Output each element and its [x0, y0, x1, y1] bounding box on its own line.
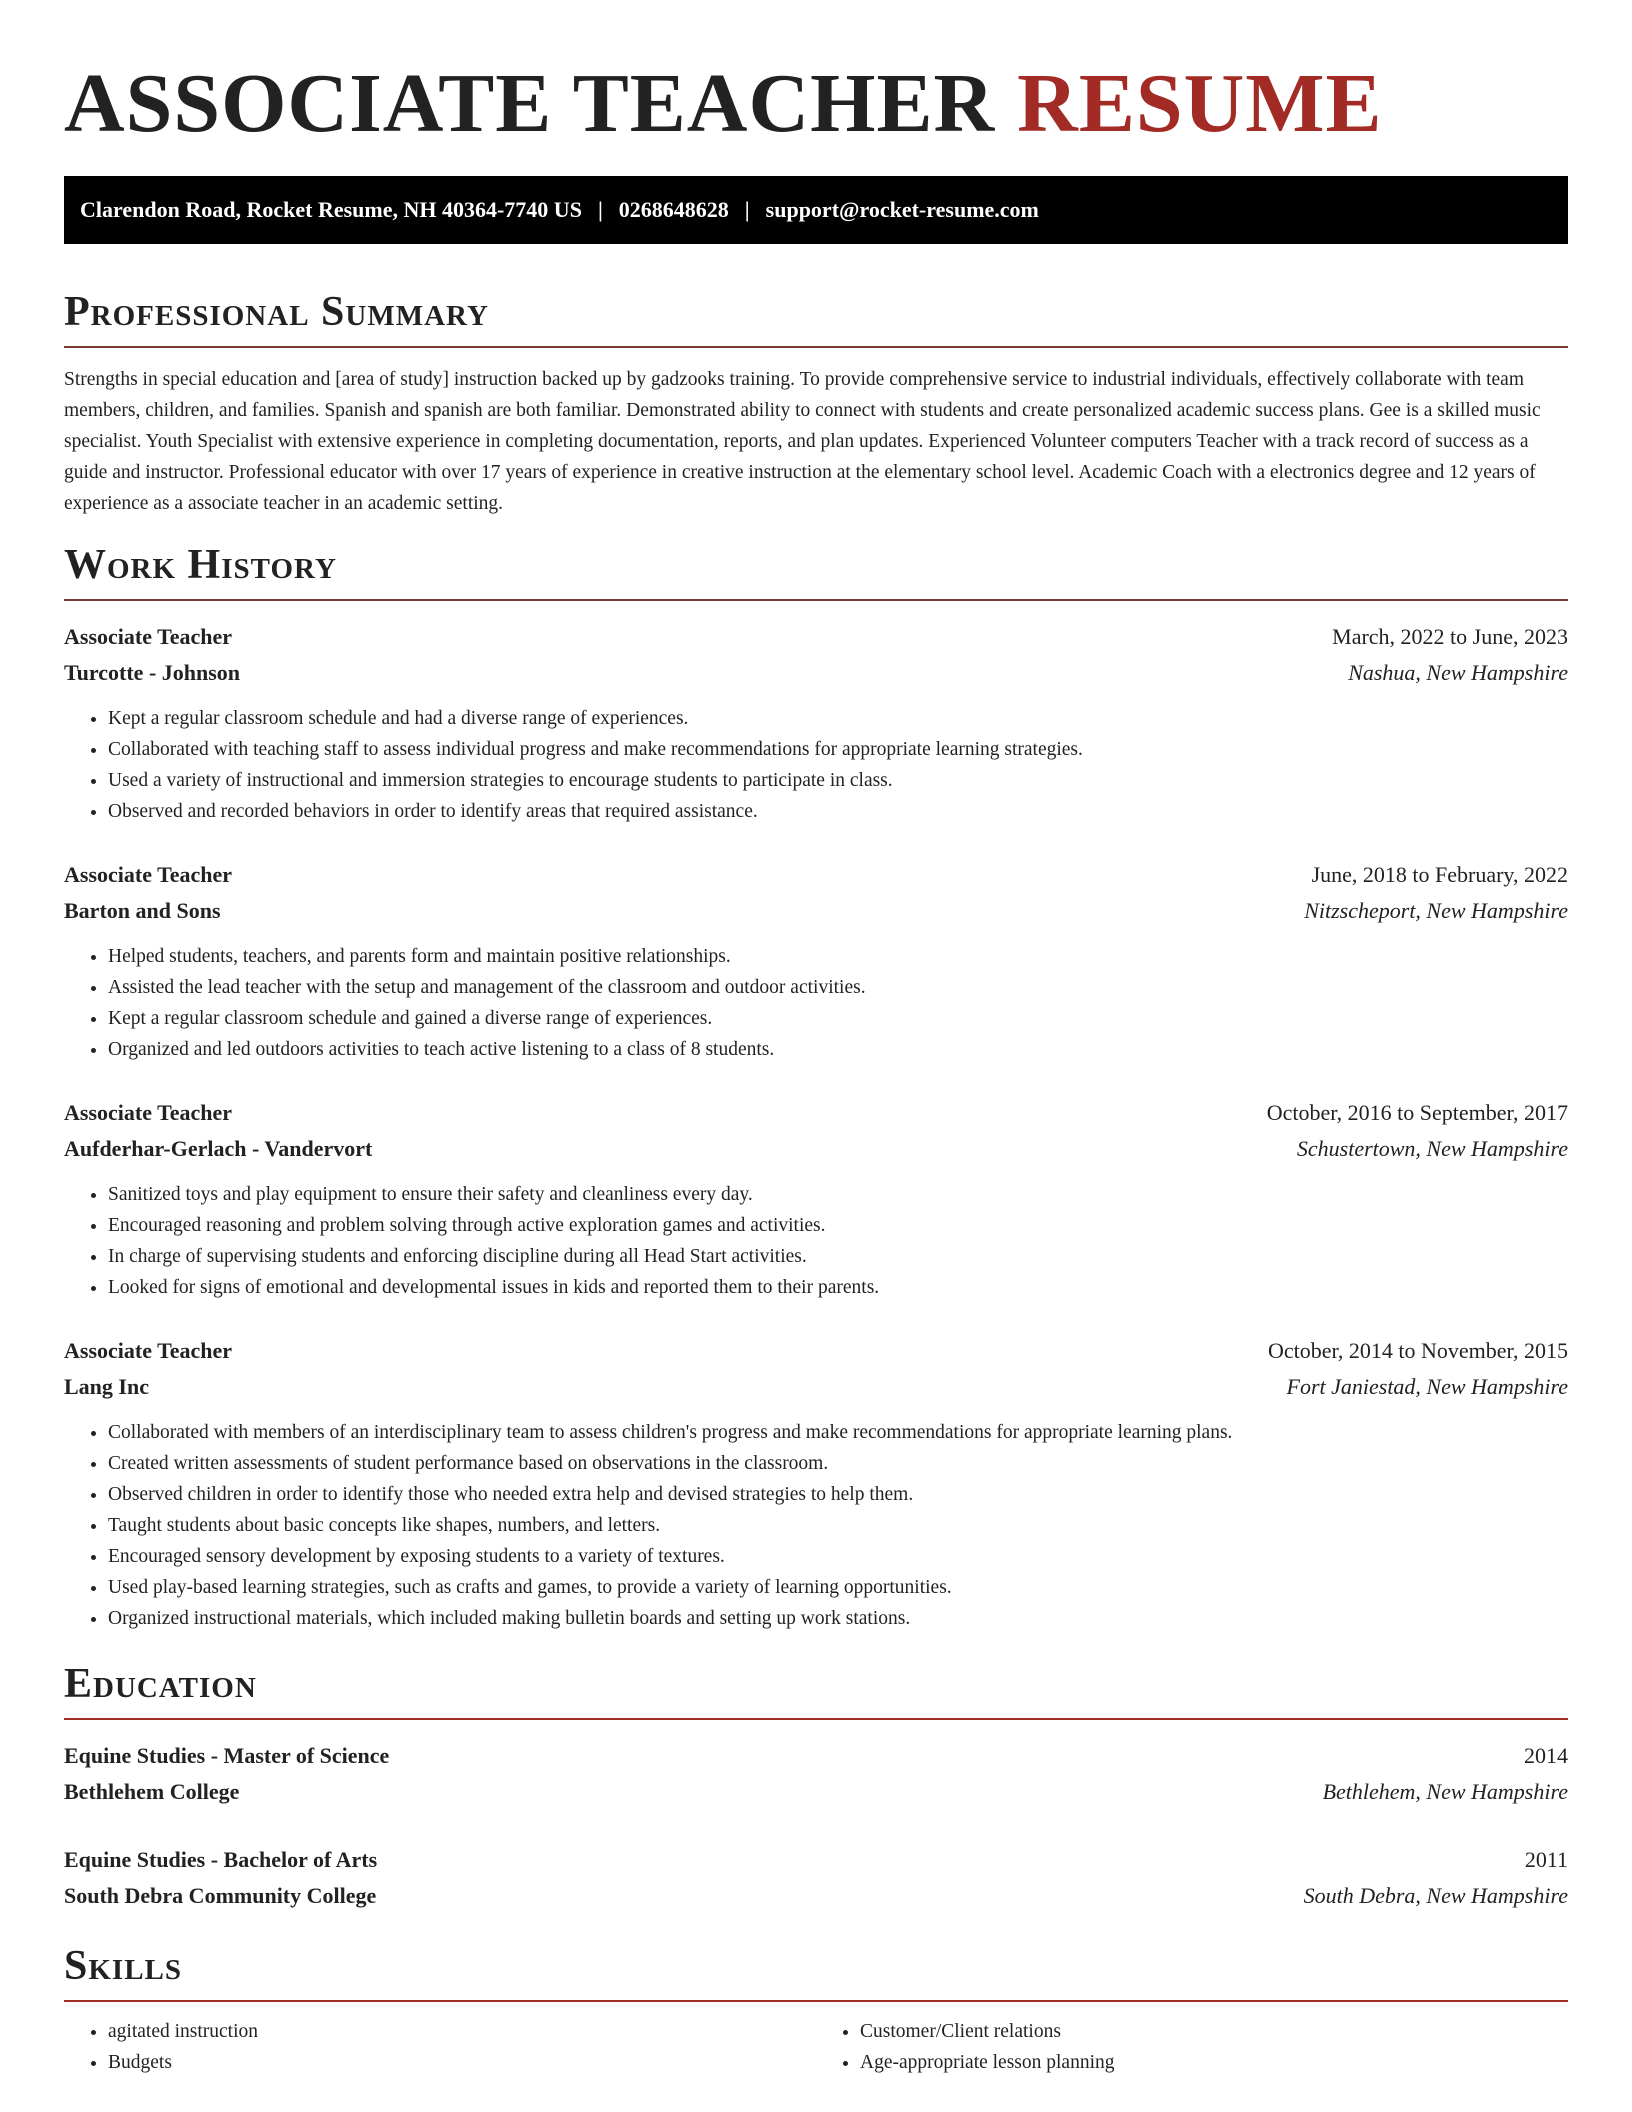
skill-item: • Customer/Client relations [860, 2016, 1568, 2047]
job-company-row [64, 1131, 1568, 1167]
education-entry [64, 1842, 1568, 1914]
job-title: Associate Teacher [64, 1100, 233, 1125]
contact-separator: | [744, 197, 750, 222]
education-location: Bethlehem, New Hampshire [1322, 1779, 1568, 1804]
education-year: 2014 [1524, 1743, 1568, 1768]
section-heading-work: Work History [64, 539, 1568, 601]
bullet-item: • Encouraged sensory development by exposing students to a variety of textures. [108, 1541, 1568, 1572]
job-entry [64, 1095, 1568, 1303]
skill-item: • agitated instruction [108, 2016, 816, 2047]
bullet-item: • Created written assessments of student performance based on observations in the classroom. [108, 1448, 1568, 1479]
job-dates: June, 2018 to February, 2022 [1311, 862, 1568, 887]
job-title: Associate Teacher [64, 862, 233, 887]
education-degree-row [64, 1738, 1568, 1774]
skills-column-right [816, 2016, 1568, 2078]
job-title: Associate Teacher [64, 1338, 233, 1363]
education-degree: Equine Studies - Bachelor of Arts [64, 1847, 378, 1872]
education-school: South Debra Community College [64, 1883, 377, 1908]
job-bullets [64, 1417, 1568, 1634]
bullet-item: • Collaborated with members of an interdisciplinary team to assess children's progress and make recommendations for appropriate learning plans. [108, 1417, 1568, 1448]
bullet-item: • Sanitized toys and play equipment to ensure their safety and cleanliness every day. [108, 1179, 1568, 1210]
contact-bar [64, 176, 1568, 244]
job-bullets [64, 941, 1568, 1065]
contact-separator: | [597, 197, 603, 222]
job-company: Turcotte - Johnson [64, 660, 241, 685]
contact-email[interactable]: support@rocket-resume.com [765, 197, 1039, 222]
job-company: Lang Inc [64, 1374, 149, 1399]
resume-title [64, 0, 1568, 176]
section-heading-education: Education [64, 1658, 1568, 1720]
education-degree-row [64, 1842, 1568, 1878]
bullet-item: • Taught students about basic concepts like shapes, numbers, and letters. [108, 1510, 1568, 1541]
bullet-item: • Used a variety of instructional and immersion strategies to encourage students to participate in class. [108, 765, 1568, 796]
skills-column-left [64, 2016, 816, 2078]
education-school: Bethlehem College [64, 1779, 240, 1804]
title-main: ASSOCIATE TEACHER [64, 57, 996, 150]
job-dates: October, 2016 to September, 2017 [1266, 1100, 1568, 1125]
job-company-row [64, 893, 1568, 929]
education-year: 2011 [1524, 1847, 1568, 1872]
contact-phone: 0268648628 [618, 197, 729, 222]
skill-item: • Budgets [108, 2047, 816, 2078]
job-location: Nashua, New Hampshire [1348, 660, 1568, 685]
bullet-item: • In charge of supervising students and enforcing discipline during all Head Start activities. [108, 1241, 1568, 1272]
job-entry [64, 857, 1568, 1065]
bullet-item: • Organized and led outdoors activities to teach active listening to a class of 8 students. [108, 1034, 1568, 1065]
skill-item: • Age-appropriate lesson planning [860, 2047, 1568, 2078]
bullet-item: • Collaborated with teaching staff to assess individual progress and make recommendations for appropriate learning strategies. [108, 734, 1568, 765]
education-section [64, 1658, 1568, 1914]
job-title-row [64, 857, 1568, 893]
job-dates: March, 2022 to June, 2023 [1332, 624, 1568, 649]
job-bullets [64, 1179, 1568, 1303]
bullet-item: • Organized instructional materials, which included making bulletin boards and setting up work stations. [108, 1603, 1568, 1634]
job-company-row [64, 655, 1568, 691]
education-entry [64, 1738, 1568, 1810]
bullet-item: • Kept a regular classroom schedule and had a diverse range of experiences. [108, 703, 1568, 734]
section-heading-skills: Skills [64, 1940, 1568, 2002]
job-dates: October, 2014 to November, 2015 [1267, 1338, 1568, 1363]
bullet-item: • Encouraged reasoning and problem solving through active exploration games and activities. [108, 1210, 1568, 1241]
education-school-row [64, 1774, 1568, 1810]
bullet-item: • Assisted the lead teacher with the setup and management of the classroom and outdoor activities. [108, 972, 1568, 1003]
job-location: Fort Janiestad, New Hampshire [1286, 1374, 1568, 1399]
job-company: Barton and Sons [64, 898, 221, 923]
skills-section [64, 1940, 1568, 2078]
job-title-row [64, 1095, 1568, 1131]
bullet-item: • Used play-based learning strategies, such as crafts and games, to provide a variety of learning opportunities. [108, 1572, 1568, 1603]
bullet-item: • Looked for signs of emotional and developmental issues in kids and reported them to their parents. [108, 1272, 1568, 1303]
job-company: Aufderhar-Gerlach - Vandervort [64, 1136, 373, 1161]
summary-section [64, 286, 1568, 519]
job-bullets [64, 703, 1568, 827]
job-location: Nitzscheport, New Hampshire [1304, 898, 1568, 923]
skills-grid [64, 2016, 1568, 2078]
work-section [64, 539, 1568, 1634]
bullet-item: • Observed and recorded behaviors in order to identify areas that required assistance. [108, 796, 1568, 827]
job-location: Schustertown, New Hampshire [1296, 1136, 1568, 1161]
education-degree: Equine Studies - Master of Science [64, 1743, 390, 1768]
contact-address: Clarendon Road, Rocket Resume, NH 40364-7740 US [80, 197, 582, 222]
job-company-row [64, 1369, 1568, 1405]
job-entry [64, 1333, 1568, 1634]
summary-text: Strengths in special education and [area of study] instruction backed up by gadzooks training. To provide comprehensive service to industrial individuals, effectively collaborate with team members, children, and families. Spanish and spanish are both familiar. Demonstrated ability to connect with students and create personalized academic success plans. Gee is a skilled music specialist. Youth Specialist with extensive experience in completing documentation, reports, and plan updates. Experienced Volunteer computers Teacher with a track record of success as a guide and instructor. Professional educator with over 17 years of experience in creative instruction at the elementary school level. Academic Coach with a electronics degree and 12 years of experience as a associate teacher in an academic setting. [64, 369, 1541, 514]
bullet-item: • Helped students, teachers, and parents form and maintain positive relationships. [108, 941, 1568, 972]
job-title-row [64, 619, 1568, 655]
education-school-row [64, 1878, 1568, 1914]
title-accent: RESUME [1017, 57, 1383, 150]
bullet-item: • Observed children in order to identify those who needed extra help and devised strategies to help them. [108, 1479, 1568, 1510]
bullet-item: • Kept a regular classroom schedule and gained a diverse range of experiences. [108, 1003, 1568, 1034]
job-entry [64, 619, 1568, 827]
education-location: South Debra, New Hampshire [1303, 1883, 1568, 1908]
section-heading-summary: Professional Summary [64, 286, 1568, 348]
job-title-row [64, 1333, 1568, 1369]
job-title: Associate Teacher [64, 624, 233, 649]
